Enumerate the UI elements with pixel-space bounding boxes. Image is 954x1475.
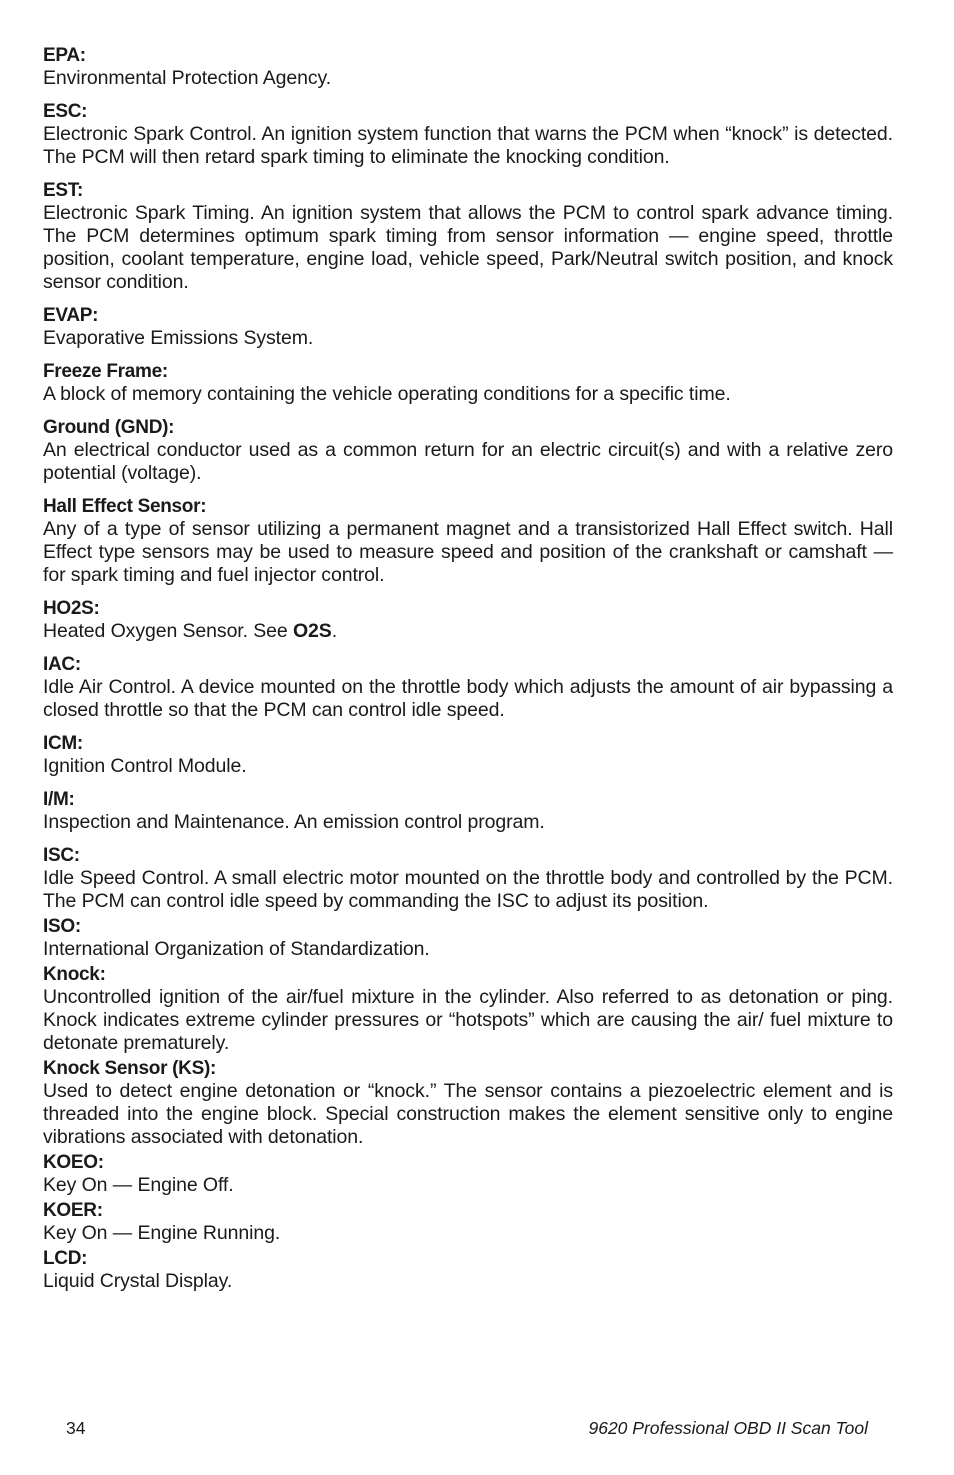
glossary-definition: Uncontrolled ignition of the air/fuel mixture in the cylinder. Also referred to as detonation or ping. Knock indicates extreme cylinder pressures or “hotspots” which are causing the air/ fuel mixture to detonate prematurely. xyxy=(43,986,893,1054)
glossary-definition: Key On — Engine Running. xyxy=(43,1222,281,1244)
glossary-term: Freeze Frame: xyxy=(43,361,168,382)
glossary-definition: An electrical conductor used as a common return for an electric circuit(s) and with a relative zero potential (voltage). xyxy=(43,439,893,484)
glossary-entry-esc xyxy=(43,100,893,169)
glossary-term: ICM: xyxy=(43,733,83,754)
glossary-entry-freeze-frame xyxy=(43,360,893,406)
glossary-term: Knock Sensor (KS): xyxy=(43,1058,217,1079)
glossary-entry-ground xyxy=(43,416,893,485)
glossary-entry-isc xyxy=(43,844,893,913)
glossary-definition: Used to detect engine detonation or “knock.” The sensor contains a piezoelectric element and is threaded into the engine block. Special construction makes the element sensitive only to engine vibrations associated with detonation. xyxy=(43,1080,893,1148)
glossary-term: EST: xyxy=(43,180,83,201)
glossary-term: Knock: xyxy=(43,964,106,985)
glossary-entry-hall-effect-sensor xyxy=(43,495,893,587)
glossary-entry-iso xyxy=(43,915,893,961)
glossary-definition: Electronic Spark Timing. An ignition system that allows the PCM to control spark advance timing. The PCM determines optimum spark timing from sensor information — engine speed, throttle position, coolant temperature, engine load, vehicle speed, Park/Neutral switch position, and knock sensor condition. xyxy=(43,202,893,293)
glossary-content xyxy=(43,44,893,1293)
glossary-entry-ho2s xyxy=(43,597,893,643)
glossary-definition: Environmental Protection Agency. xyxy=(43,67,332,89)
glossary-term: ESC: xyxy=(43,101,88,122)
glossary-definition xyxy=(43,620,893,643)
glossary-definition: Idle Speed Control. A small electric motor mounted on the throttle body and controlled by the PCM. The PCM can control idle speed by commanding the ISC to adjust its position. xyxy=(43,867,893,912)
glossary-entry-iac xyxy=(43,653,893,722)
glossary-definition: Liquid Crystal Display. xyxy=(43,1270,233,1292)
glossary-entry-im xyxy=(43,788,893,834)
glossary-definition: Ignition Control Module. xyxy=(43,755,247,777)
glossary-term: I/M: xyxy=(43,789,75,810)
definition-text: . xyxy=(331,620,338,642)
glossary-definition: Any of a type of sensor utilizing a permanent magnet and a transistorized Hall Effect switch. Hall Effect type sensors may be used to measure speed and position of the crankshaft or camshaft — for spark timing and fuel injector control. xyxy=(43,518,893,586)
glossary-entry-est xyxy=(43,179,893,294)
glossary-term: LCD: xyxy=(43,1248,88,1269)
footer-title: 9620 Professional OBD II Scan Tool xyxy=(588,1418,868,1438)
glossary-term: KOEO: xyxy=(43,1152,104,1173)
glossary-entry-epa xyxy=(43,44,893,90)
glossary-term: KOER: xyxy=(43,1200,103,1221)
glossary-term: EVAP: xyxy=(43,305,99,326)
glossary-entry-knock xyxy=(43,963,893,1055)
cross-reference: O2S xyxy=(292,620,332,642)
glossary-definition: Key On — Engine Off. xyxy=(43,1174,234,1196)
glossary-entry-lcd xyxy=(43,1247,893,1293)
glossary-definition: Evaporative Emissions System. xyxy=(43,327,314,349)
glossary-definition: Idle Air Control. A device mounted on the throttle body which adjusts the amount of air bypassing a closed throttle so that the PCM can control idle speed. xyxy=(43,676,893,721)
glossary-term: ISO: xyxy=(43,916,81,937)
definition-text: Heated Oxygen Sensor. See xyxy=(43,620,293,642)
glossary-entry-knock-sensor xyxy=(43,1057,893,1149)
glossary-entry-koer xyxy=(43,1199,893,1245)
glossary-term: Hall Effect Sensor: xyxy=(43,496,207,517)
glossary-entry-koeo xyxy=(43,1151,893,1197)
glossary-term: Ground (GND): xyxy=(43,417,175,438)
glossary-definition: Electronic Spark Control. An ignition system function that warns the PCM when “knock” is detected. The PCM will then retard spark timing to eliminate the knocking condition. xyxy=(43,123,893,168)
glossary-definition: A block of memory containing the vehicle operating conditions for a specific time. xyxy=(43,383,731,405)
glossary-term: HO2S: xyxy=(43,598,100,619)
glossary-term: ISC: xyxy=(43,845,80,866)
page-number: 34 xyxy=(66,1418,86,1438)
glossary-term: EPA: xyxy=(43,45,86,66)
glossary-definition: International Organization of Standardization. xyxy=(43,938,430,960)
glossary-entry-evap xyxy=(43,304,893,350)
glossary-entry-icm xyxy=(43,732,893,778)
glossary-definition: Inspection and Maintenance. An emission control program. xyxy=(43,811,545,833)
glossary-term: IAC: xyxy=(43,654,81,675)
